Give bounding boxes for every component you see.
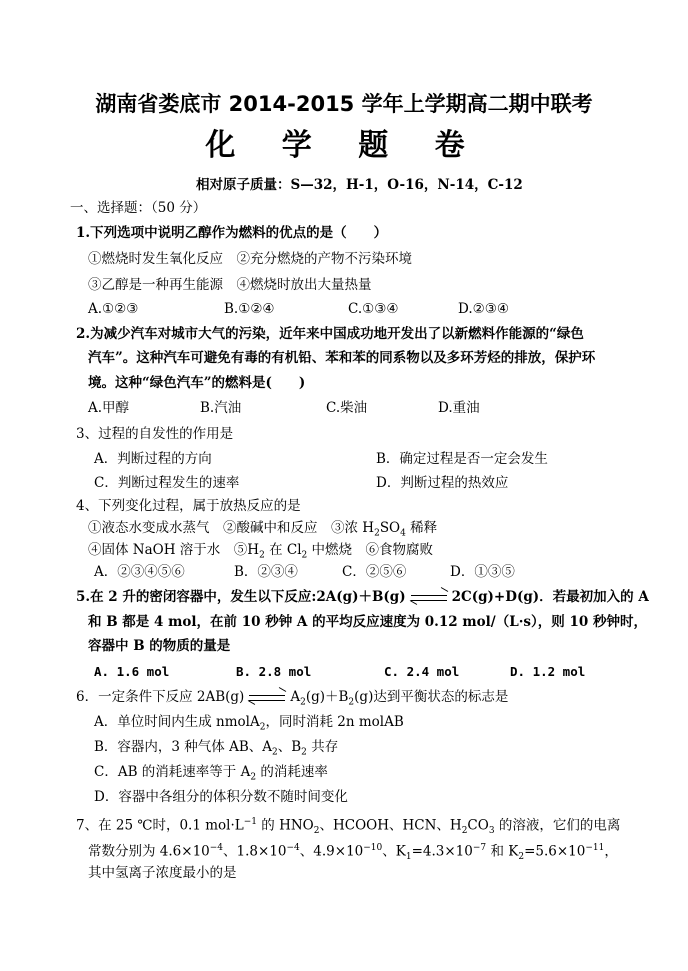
q6-choice-b: B．容器内，3 种气体 AB、$A_2$、$B_2$ 共存 xyxy=(94,739,339,758)
q3-stem: 3、过程的自发性的作用是 xyxy=(76,426,234,442)
q3-choice-c: C．判断过程发生的速率 xyxy=(94,475,240,491)
q2-line3: 境。这种“绿色汽车”的燃料是( ) xyxy=(88,375,306,391)
equilibrium-arrow-icon xyxy=(247,693,287,703)
q1-choice-b: B.①②④ xyxy=(224,301,275,317)
exam-subtitle: 化 学 题 卷 xyxy=(205,128,483,163)
q1-options-line1: ①燃烧时发生氧化反应 ②充分燃烧的产物不污染环境 xyxy=(88,251,412,267)
q5-choice-b: B. 2.8 mol xyxy=(236,664,312,679)
q4-options-line1: ①液态水变成水蒸气 ②酸碱中和反应 ③浓 $H_2SO_4$ 稀释 xyxy=(88,520,438,539)
q4-choice-c: C．②⑤⑥ xyxy=(342,564,407,580)
q2-line2: 汽车”。这种汽车可避免有毒的有机铅、苯和苯的同系物以及多环芳烃的排放，保护环 xyxy=(88,350,596,366)
q6-stem: 6．一定条件下反应 2AB(g) $A_2(g)+B_2(g)$达到平衡状态的标志是 xyxy=(76,689,509,708)
q5-choice-a: A. 1.6 mol xyxy=(94,664,170,679)
atomic-mass-note: 相对原子质量：S—32，H-1，O-16，N-14，C-12 xyxy=(196,177,523,193)
section-heading: 一、选择题：（50 分） xyxy=(70,200,207,216)
q2-choice-a: A.甲醇 xyxy=(88,400,130,416)
q6-choice-d: D．容器中各组分的体积分数不随时间变化 xyxy=(94,789,348,805)
q5-choice-d: D. 1.2 mol xyxy=(510,664,586,679)
exam-title: 湖南省娄底市 2014-2015 学年上学期高二期中联考 xyxy=(95,92,593,116)
q1-options-line2: ③乙醇是一种再生能源 ④燃烧时放出大量热量 xyxy=(88,277,372,293)
q3-choice-d: D．判断过程的热效应 xyxy=(376,475,509,491)
q4-choice-d: D．①③⑤ xyxy=(450,564,515,580)
q2-choice-b: B.汽油 xyxy=(200,400,242,416)
q7-line3: 其中氢离子浓度最小的是 xyxy=(88,865,237,881)
q2-line1: 2.为减少汽车对城市大气的污染，近年来中国成功地开发出了以新燃料作能源的“绿色 xyxy=(76,326,584,342)
q5-line3: 容器中 B 的物质的量是 xyxy=(88,638,231,654)
q3-choice-b: B．确定过程是否一定会发生 xyxy=(376,451,548,467)
q4-choice-b: B．②③④ xyxy=(234,564,298,580)
q1-choice-d: D.②③④ xyxy=(458,301,509,317)
q6-choice-c: C．AB 的消耗速率等于 $A_2$ 的消耗速率 xyxy=(94,764,328,783)
q5-line2: 和 B 都是 4 mol，在前 10 秒钟 A 的平均反应速度为 0.12 mol/（L·s），则 10 秒钟时， xyxy=(88,614,647,630)
q4-stem: 4、下列变化过程，属于放热反应的是 xyxy=(76,498,301,514)
q3-choice-a: A．判断过程的方向 xyxy=(94,451,212,467)
q1-choice-c: C.①③④ xyxy=(348,301,399,317)
q7-line1: 7、在 25 ℃时，0.1 $mol\cdot L^{-1}$ 的 $HNO_2$、HCOOH、HCN、$H_2CO_3$ 的溶液，它们的电离 xyxy=(76,817,621,837)
q7-line2: 常数分别为 $4.6\times 10^{-4}$、$1.8\times 10^{-4}$、$4.9\times 10^{-10}$、$K_1=4.3\times 10^{-7}$ 和 $K_2=5.6\times 10^{-11}$， xyxy=(88,843,618,863)
q1-choice-a: A.①②③ xyxy=(88,301,139,317)
q6-choice-a: A．单位时间内生成 nmolA$_2$，同时消耗 2n molAB xyxy=(94,714,404,733)
q5-line1: 5.在 2 升的密闭容器中，发生以下反应:2A(g)＋B(g) 2C(g)+D(g)．若最初加入的 A xyxy=(76,589,649,605)
q2-choice-c: C.柴油 xyxy=(326,400,368,416)
q5-choice-c: C. 2.4 mol xyxy=(384,664,460,679)
q4-choice-a: A．②③④⑤⑥ xyxy=(94,564,185,580)
q2-choice-d: D.重油 xyxy=(438,400,480,416)
q4-options-line2: ④固体 NaOH 溶于水 $⑤H_2$ 在 $Cl_2$ 中燃烧 ⑥食物腐败 xyxy=(88,542,434,561)
q1-stem: 1.下列选项中说明乙醇作为燃料的优点的是（ ） xyxy=(76,225,388,241)
equilibrium-arrow-icon xyxy=(409,593,449,603)
